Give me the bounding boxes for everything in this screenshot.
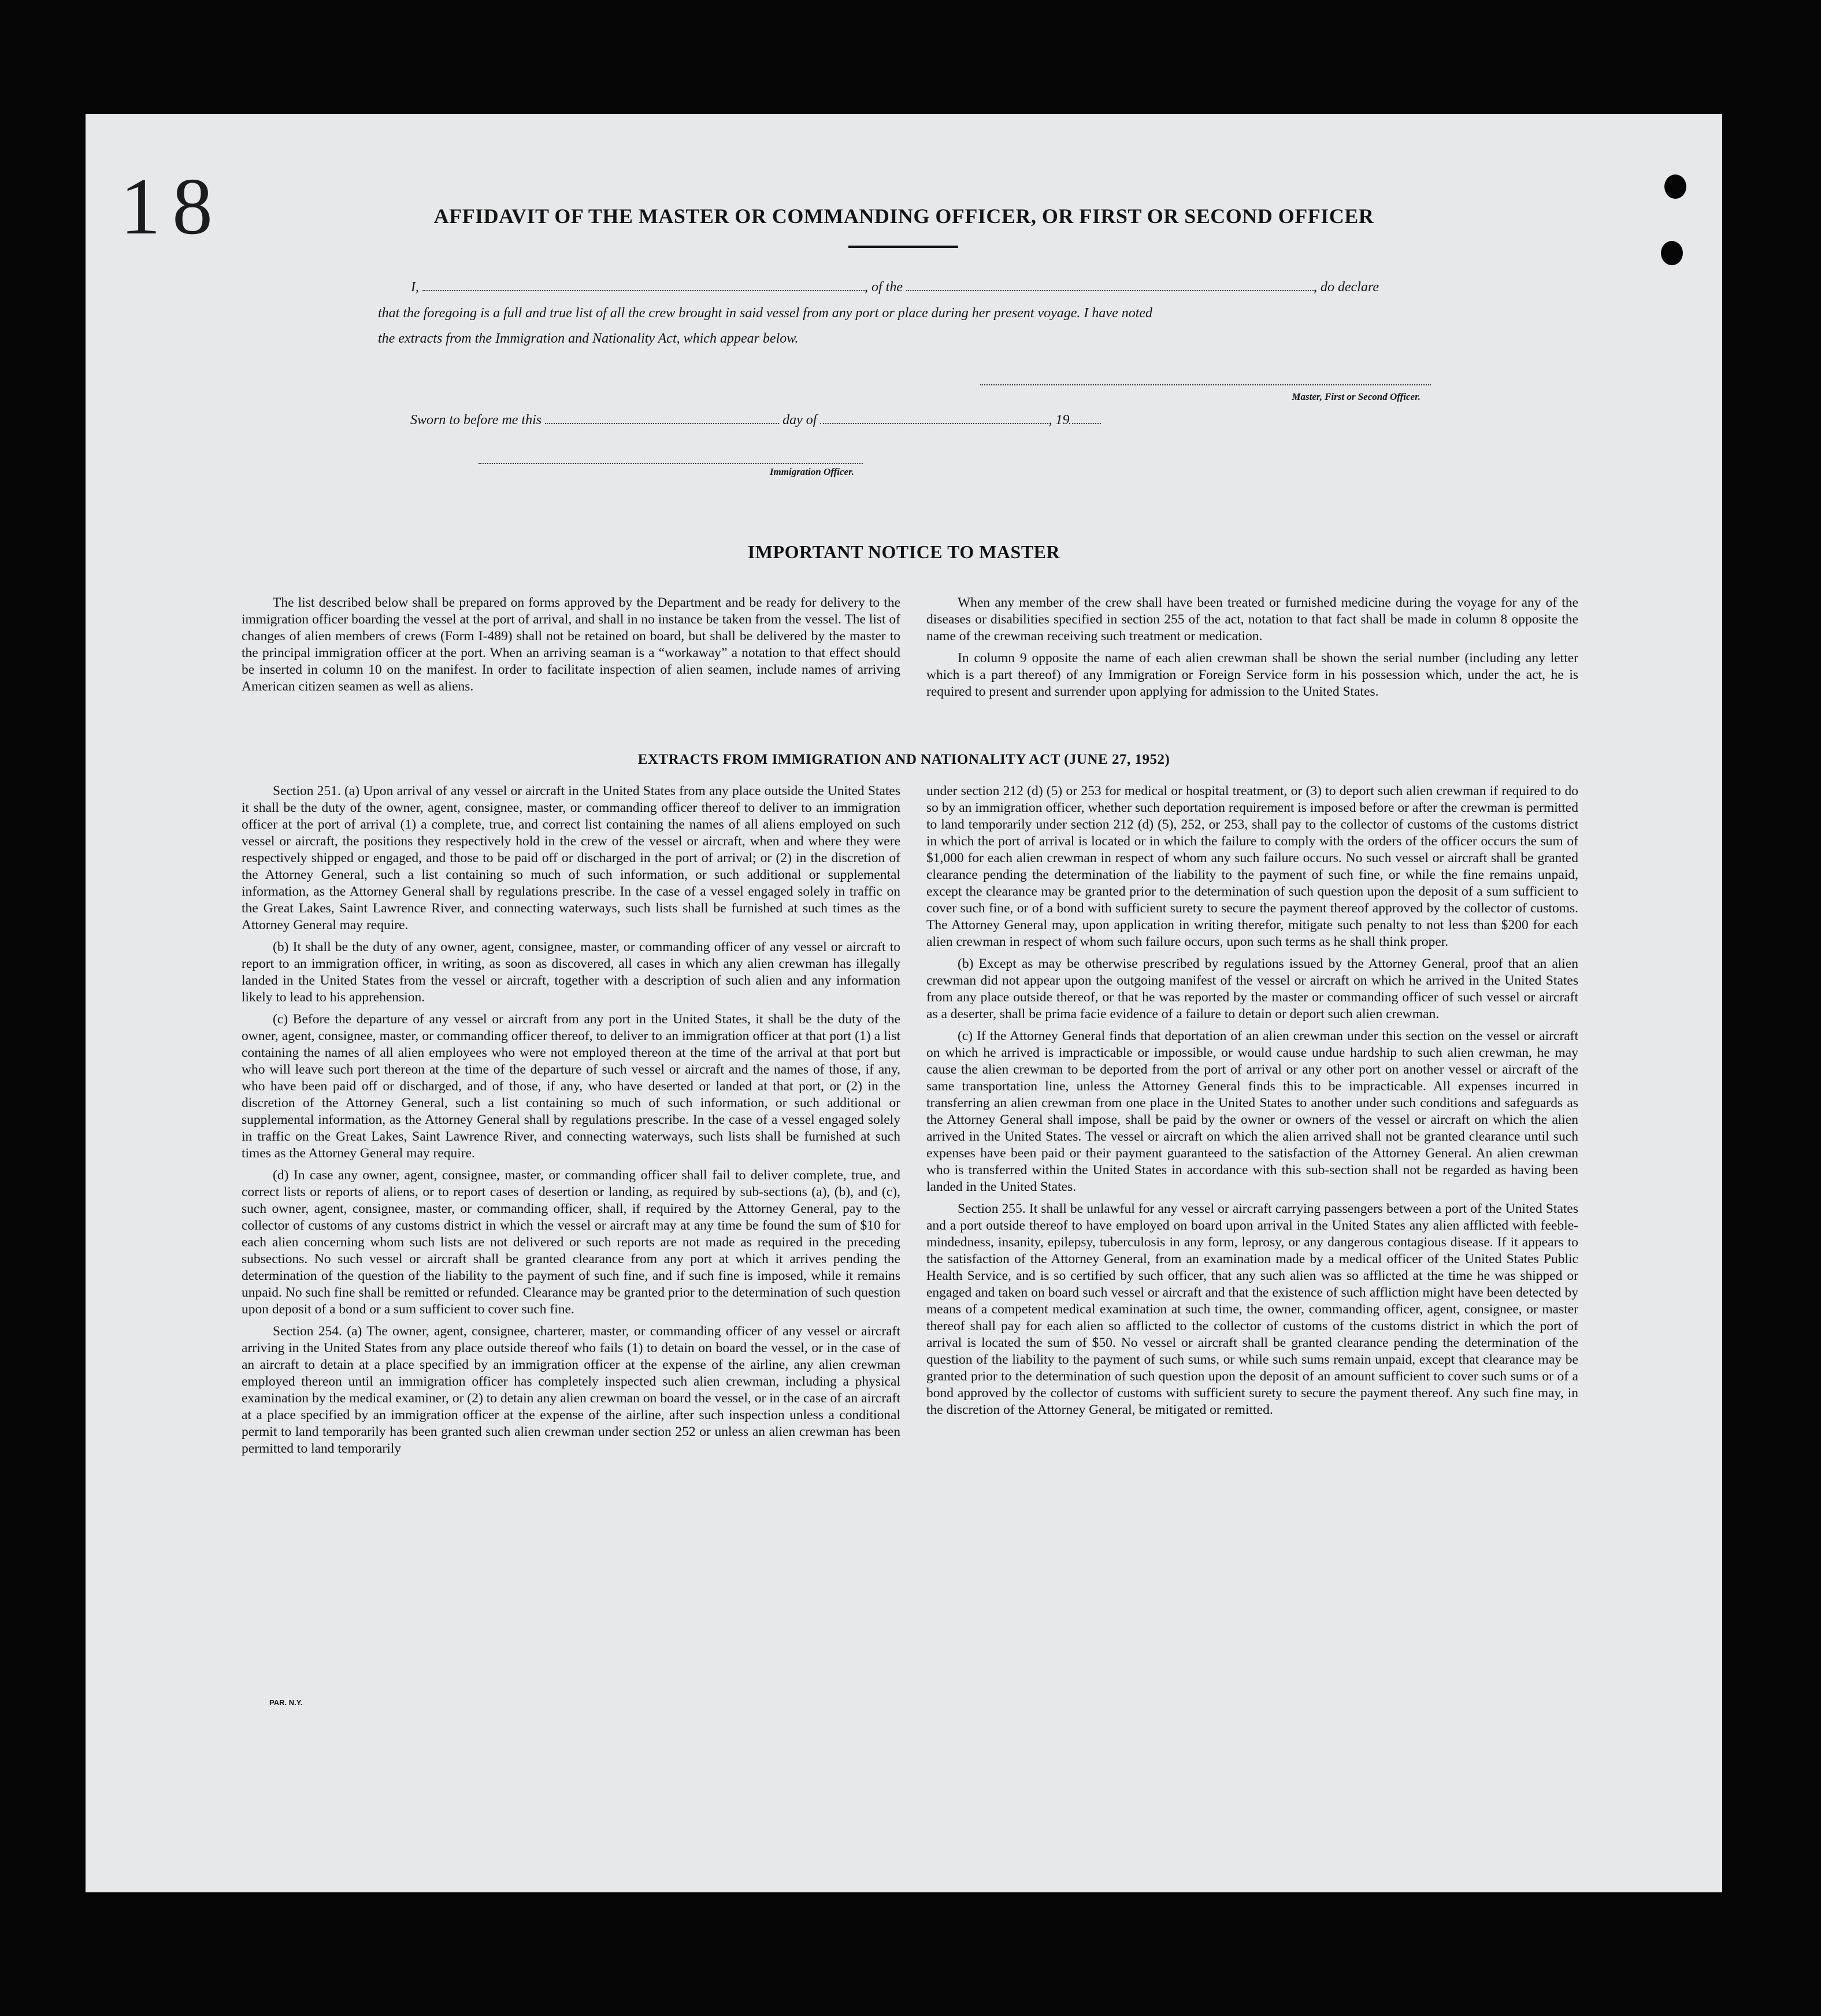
master-signature-field[interactable] [980, 373, 1431, 385]
punch-hole-top [1664, 175, 1686, 199]
sworn-month-field[interactable] [820, 411, 1048, 424]
notice-right-column [926, 595, 1578, 706]
section-251-c: (c) Before the departure of any vessel or aircraft from any port in the United States, it shall be the duty of the owner, agent, consignee, master, or commanding officer thereof, to deliver to an immigration officer at that port (1) a list containing the names of all alien employees who were not employed thereon at the time of the arrival at that port but who will leave such port thereon at the time of the departure of such vessel or aircraft and the names of those, if any, who have been paid off or discharged, and of those, if any, who have deserted or landed at that port, or (2) in the discretion of the Attorney General, such a list containing so much of such information, or such additional or supplemental information, as the Attorney General shall by regulations prescribe. In the case of a vessel engaged solely in traffic on the Great Lakes, Saint Lawrence River, and connecting waterways, such lists shall be furnished at such times as the Attorney General may require. [242, 1012, 900, 1161]
section-254-a-continued: under section 212 (d) (5) or 253 for medical or hospital treatment, or (3) to deport such alien crewman if required to do so by an immigration officer, whether such deportation requirement is imposed before or after the crewman is permitted to land temporarily under section 212 (d) (5), 252, or 253, shall pay to the collector of customs of the customs district in which the port of arrival is located or in which the failure to comply with the orders of the officer occurs the sum of $1,000 for each alien crewman in respect of whom any such failure occurs. No such vessel or aircraft shall be granted clearance pending the determination of the liability to the payment of such fine, or while the fine remains unpaid, except the clearance may be granted prior to the determination of such question upon the deposit of a sum sufficient to cover such fine, or of a bond with sufficient surety to secure the payment thereof approved by the collector of customs. The Attorney General may, upon application in writing therefor, mitigate such penalty to not less than $200 for each alien crewman in respect of whom such failure occurs, upon such terms as he shall think proper. [926, 784, 1578, 949]
section-254-b: (b) Except as may be otherwise prescribed by regulations issued by the Attorney General, proof that an alien crewman did not appear upon the outgoing manifest of the vessel or aircraft on which he arrived in the United States from any place outside thereof, or that he was reported by the master or commanding officer of such vessel or aircraft as a deserter, shall be prima facie evidence of a failure to detain or deport such alien crewman. [926, 956, 1578, 1022]
declaration-line-1 [411, 274, 1596, 300]
sworn-year-field[interactable] [1069, 411, 1101, 424]
master-name-field[interactable] [422, 279, 865, 291]
notice-left-paragraph: The list described below shall be prepared on forms approved by the Department and be ready for delivery to the immigration officer boarding the vessel at the port of arrival, and shall in no instance be taken from the vessel. The list of changes of alien members of crews (Form I-489) shall not be retained on board, but shall be delivered by the master to the principal immigration officer at the port. When an arriving seaman is a “workaway” a notation to that effect should be inserted in column 10 on the manifest. In order to facilitate inspection of alien seamen, include names of arriving American citizen seamen as well as aliens. [242, 595, 900, 694]
declare-of-the: , of the [865, 280, 903, 295]
affidavit-title: AFFIDAVIT OF THE MASTER OR COMMANDING OFFICER, OR FIRST OR SECOND OFFICER [433, 205, 1374, 228]
sworn-day-field[interactable] [545, 411, 779, 424]
notice-left-column [242, 595, 900, 700]
title-rule [848, 246, 958, 248]
sworn-label: Sworn to before me this [410, 413, 542, 428]
sworn-line [410, 407, 1277, 433]
declare-i: I, [411, 280, 419, 295]
declare-do-declare: , do declare [1314, 280, 1379, 295]
section-255: Section 255. It shall be unlawful for any vessel or aircraft carrying passengers between a port of the United States and a port outside thereof to have employed on board upon arrival in the United States any alien afflicted with feeble-mindedness, insanity, epilepsy, tuberculosis in any form, leprosy, or any dangerous contagious disease. If it appears to the satisfaction of the Attorney General, from an examination made by a medical officer of the United States Public Health Service, and is so certified by such officer, that any such alien was so afflicted at the time he was shipped or engaged and taken on board such vessel or aircraft and that the existence of such affliction might have been detected by means of a competent medical examination at such time, the owner, commanding officer, agent, consignee, or master thereof shall pay for each alien so afflicted to the collector of customs of the customs district in which the port of arrival is located the sum of $50. No vessel or aircraft shall be granted clearance pending the determination of the question of the liability to the payment of such sums, or while such sums remain unpaid, except that clearance may be granted prior to the determination of such question upon the deposit of an amount sufficient to cover such sums or of a bond approved by the collector of customs with sufficient surety to secure the payment thereof. Any such fine may, in the discretion of the Attorney General, be mitigated or remitted. [926, 1201, 1578, 1417]
section-254-c: (c) If the Attorney General finds that deportation of an alien crewman under this section on the vessel or aircraft on which he arrived is impracticable or impossible, or would cause undue hardship to such alien crewman, he may cause the alien crewman to be deported from the port of arrival or any other port on another vessel or aircraft of the same transportation line, unless the Attorney General finds this to be impracticable. All expenses incurred in transferring an alien crewman from one place in the United States to another under such conditions and safeguards as the Attorney General shall impose, shall be paid by the owner or owners of the vessel or aircraft on which the alien arrived in the United States. The vessel or aircraft on which the alien arrived shall not be granted clearance until such expenses have been paid or their payment guaranteed to the satisfaction of the Attorney General. An alien crewman who is transferred within the United States in accordance with this sub-section shall not be regarded as having been landed in the United States. [926, 1029, 1578, 1194]
notice-title: IMPORTANT NOTICE TO MASTER [747, 541, 1060, 562]
declaration-line-3: the extracts from the Immigration and Nationality Act, which appear below. [378, 331, 799, 346]
section-254-a: Section 254. (a) The owner, agent, consignee, charterer, master, or commanding officer of any vessel or aircraft arriving in the United States from any place outside thereof who fails (1) to detain on board the vessel, or in the case of an aircraft to detain at a place specified by an immigration officer at the expense of the airline, any alien crewman employed thereon until an immigration officer has completely inspected such alien crewman, including a physical examination by the medical examiner, or (2) to detain any alien crewman on board the vessel, or in the case of an aircraft at a place specified by an immigration officer at the expense of the airline, after such inspection unless a conditional permit to land temporarily has been granted such alien crewman under section 252 or unless an alien crewman has been permitted to land temporarily [242, 1324, 900, 1456]
immigration-officer-label: Immigration Officer. [769, 466, 854, 477]
year-label: , 19 [1048, 413, 1070, 428]
notice-right-paragraph-1: When any member of the crew shall have been treated or furnished medicine during the voyage for any of the diseases or disabilities specified in section 255 of the act, notation to that fact shall be made in column 8 opposite the name of the crewman receiving such treatment or medication. [926, 595, 1578, 644]
vessel-name-field[interactable] [906, 279, 1314, 291]
document-page [86, 114, 1722, 1892]
immigration-officer-signature-field[interactable] [479, 451, 863, 464]
section-251-a: Section 251. (a) Upon arrival of any vessel or aircraft in the United States from any place outside the United States it shall be the duty of the owner, agent, consignee, master, or commanding officer thereof to deliver to an immigration officer at the port of arrival (1) a complete, true, and correct list containing the names of all aliens employed on such vessel or aircraft, the positions they respectively hold in the crew of the vessel or aircraft, when and where they were respectively shipped or engaged, and those to be paid off or discharged in the port of arrival; or (2) in the discretion of the Attorney General, such a list containing so much of such information, or such additional or supplemental information, as the Attorney General shall by regulations prescribe. In the case of a vessel engaged solely in traffic on the Great Lakes, Saint Lawrence River, and connecting waterways, such lists shall be furnished at such times as the Attorney General may require. [242, 784, 900, 933]
printer-mark: PAR. N.Y. [269, 1698, 303, 1707]
notice-right-paragraph-2: In column 9 opposite the name of each alien crewman shall be shown the serial number (including any letter which is a part thereof) of any Immigration or Foreign Service form in his possession which, under the act, he is required to present and surrender upon applying for admission to the United States. [926, 651, 1578, 699]
section-251-d: (d) In case any owner, agent, consignee, master, or commanding officer shall fail to deliver complete, true, and correct lists or reports of aliens, or to report cases of desertion or landing, as required by sub-sections (a), (b), and (c), such owner, agent, consignee, master, or commanding officer, shall, if required by the Attorney General, pay to the collector of customs of any customs district in which the vessel or aircraft may at any time be found the sum of $10 for each alien concerning whom such lists are not delivered or such reports are not made as required in the preceding subsections. No such vessel or aircraft shall be granted clearance from any port at which it arrives pending the determination of the question of the liability to the payment of such fine, and if such fine is imposed, while it remains unpaid. No such fine shall be remitted or refunded. Clearance may be granted prior to the determination of such question upon deposit of a bond or a sum sufficient to cover such fine. [242, 1168, 900, 1317]
declaration-line-2: that the foregoing is a full and true list of all the crew brought in said vessel from any port or place during her present voyage. I have noted [378, 306, 1153, 321]
section-251-b: (b) It shall be the duty of any owner, agent, consignee, master, or commanding officer of any vessel or aircraft to report to an immigration officer, in writing, as soon as discovered, all cases in which any alien crewman has illegally landed in the United States from the vessel or aircraft, together with a description of such alien and any information likely to lead to his apprehension. [242, 940, 900, 1005]
master-signature-label: Master, First or Second Officer. [1292, 391, 1421, 402]
day-of-label: day of [782, 413, 817, 428]
extracts-right-column [926, 783, 1578, 1424]
punch-hole-bottom [1661, 241, 1683, 265]
extracts-left-column [242, 783, 900, 1462]
margin-number-mark: 18 [120, 162, 224, 251]
extracts-title: EXTRACTS FROM IMMIGRATION AND NATIONALITY ACT (JUNE 27, 1952) [637, 752, 1170, 767]
